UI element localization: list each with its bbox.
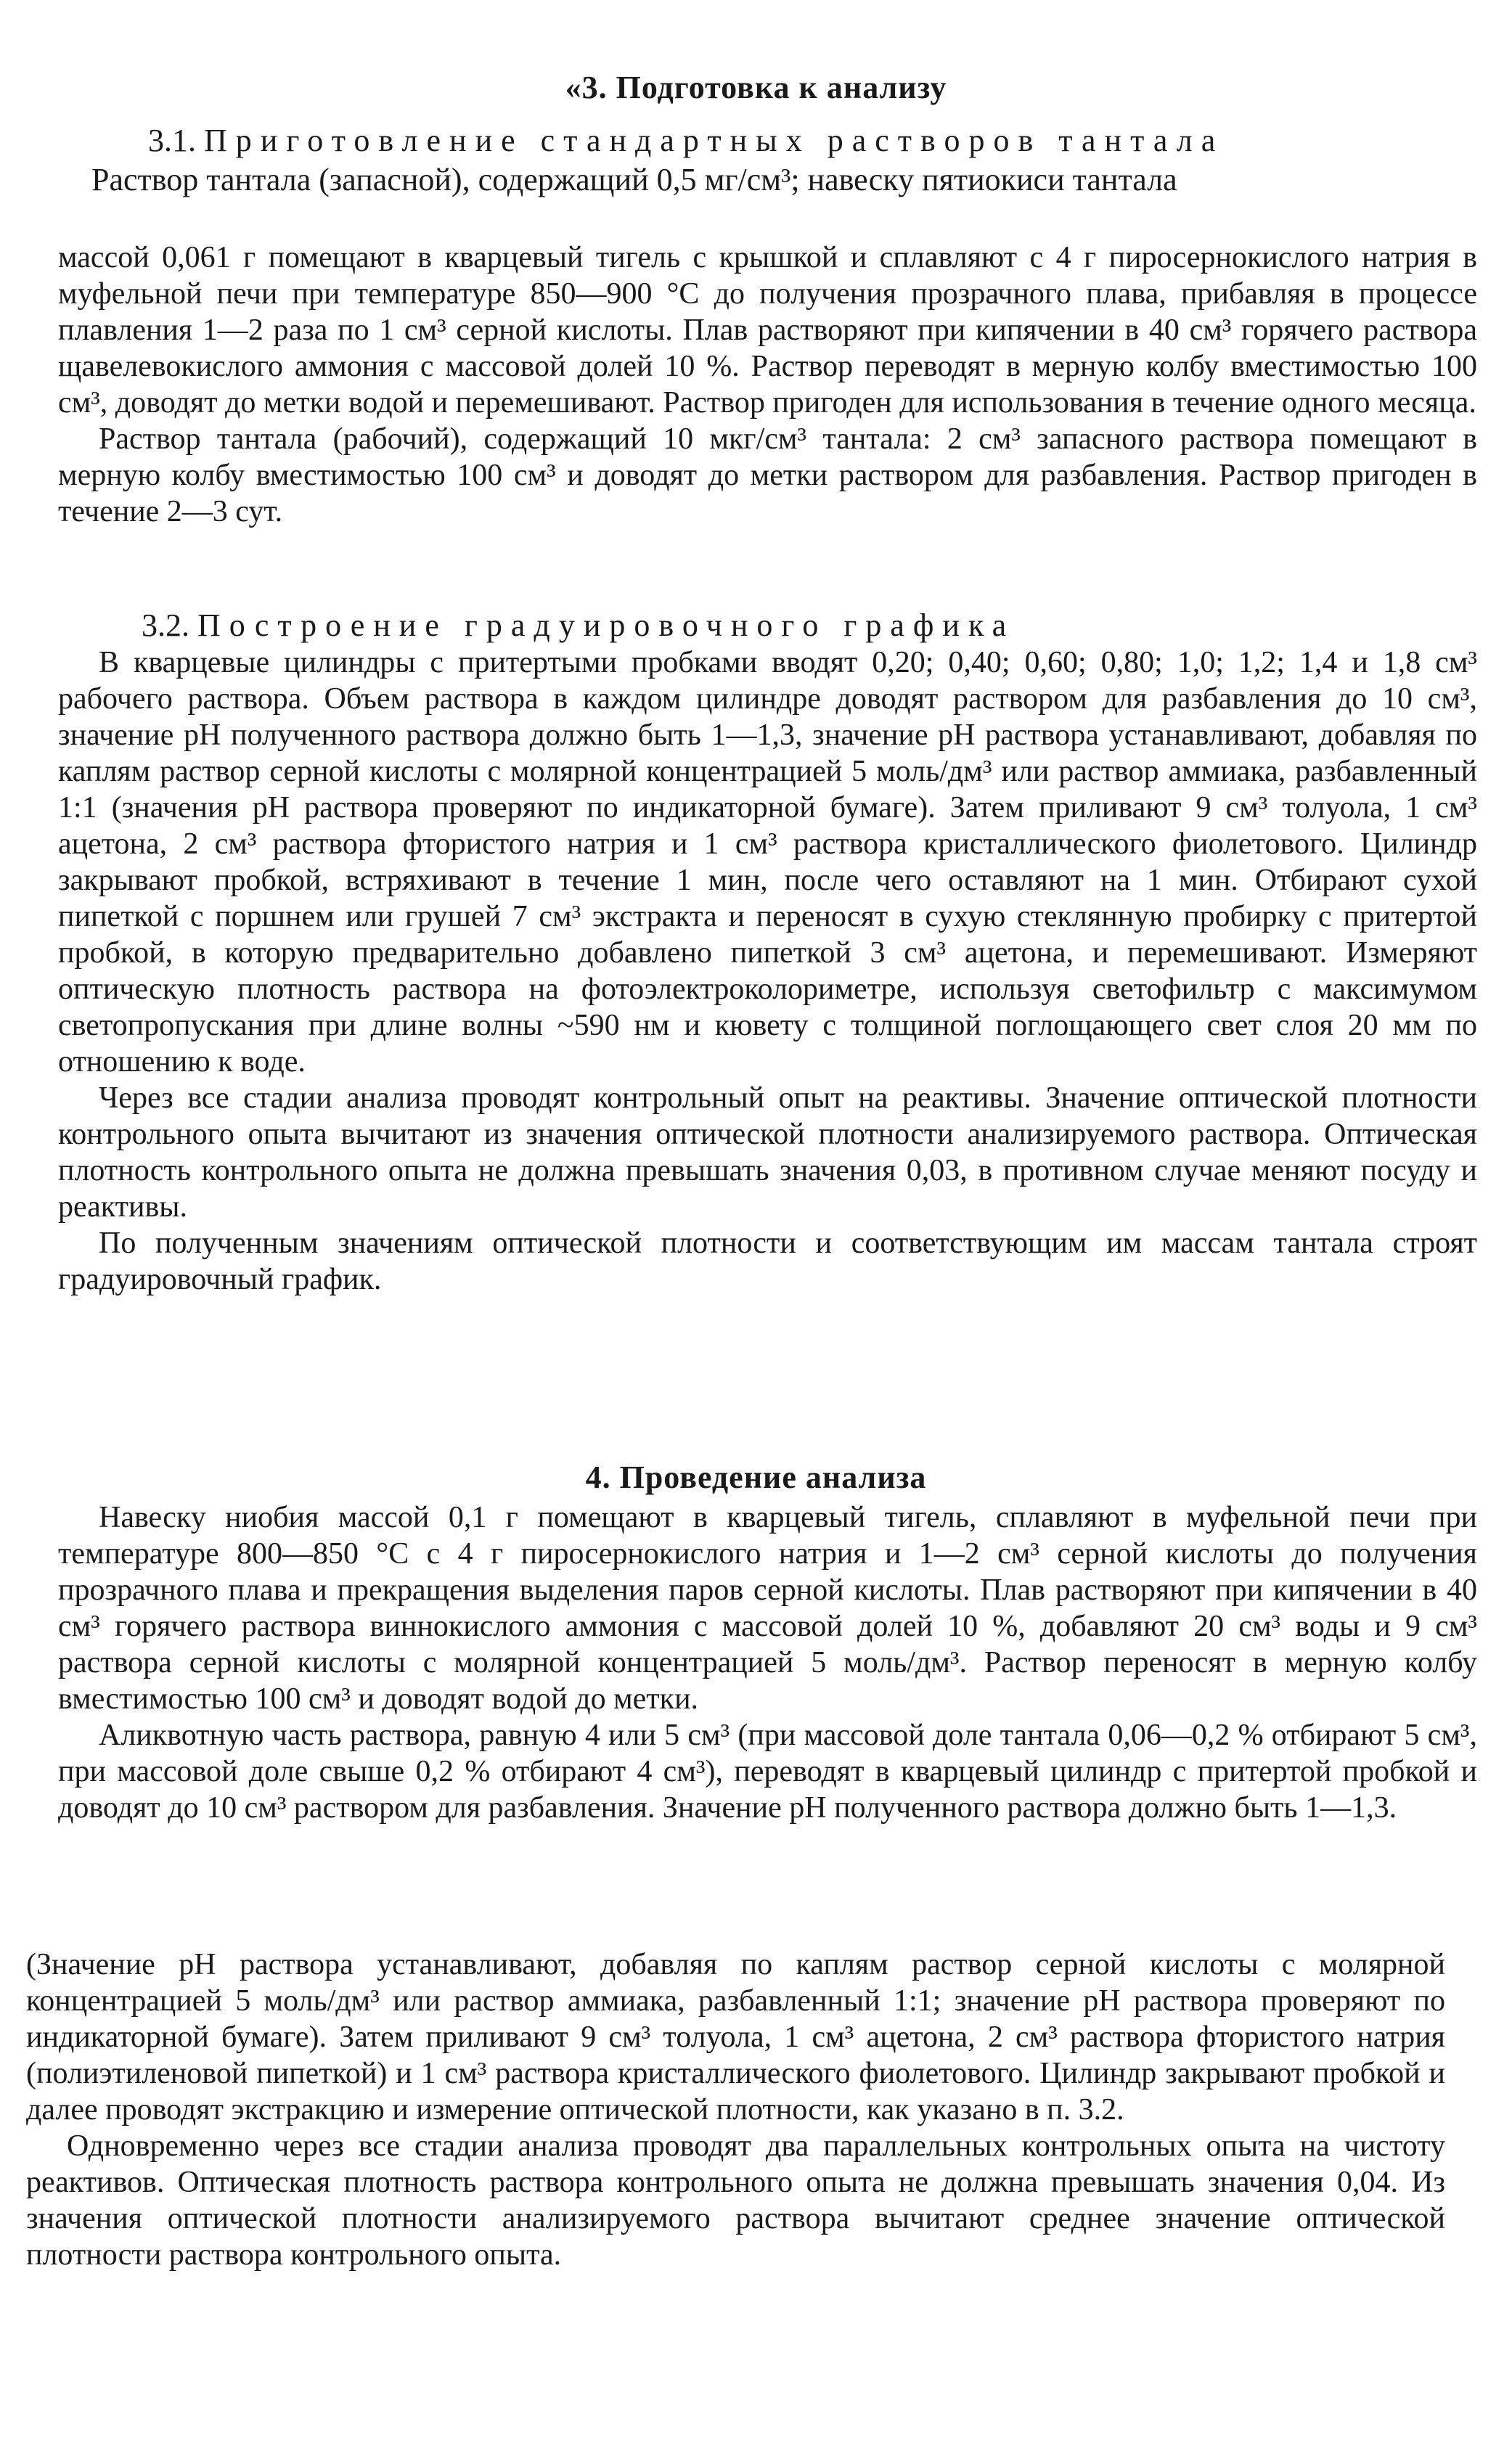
subsection-3-2-number: 3.2. — [142, 607, 189, 643]
paragraph: (Значение pH раствора устанавливают, добавляя по каплям раствор серной кислоты с молярной концентрацией 5 моль/дм³ или раствор аммиака, разбавленный 1:1; значение pH раствора проверяют по индикаторной бумаге). Затем приливают 9 см³ толуола, 1 см³ ацетона, 2 см³ раствора фтористого натрия (полиэтиленовой пипеткой) и 1 см³ раствора кристаллического фиолетового. Цилиндр закрывают пробкой и далее проводят экстракцию и измерение оптической плотности, как указано в п. 3.2. — [26, 1948, 1445, 2127]
section-3-heading: «3. Подготовка к анализу — [565, 70, 947, 105]
section-4-body-upper — [58, 1499, 1477, 1826]
paragraph: Навеску ниобия массой 0,1 г помещают в кварцевый тигель, сплавляют в муфельной печи при температуре 800—850 °С с 4 г пиросернокислого натрия и 1—2 см³ серной кислоты до получения прозрачного плава и прекращения выделения паров серной кислоты. Плав растворяют при кипячении в 40 см³ горячего раствора виннокислого аммония с массовой долей 10 %, добавляют 20 см³ воды и 9 см³ раствора серной кислоты с молярной концентрацией 5 моль/дм³. Раствор переносят в мерную колбу вместимостью 100 см³ и доводят водой до метки. — [58, 1501, 1477, 1716]
paragraph: Одновременно через все стадии анализа проводят два параллельных контрольных опыта на чистоту реактивов. Оптическая плотность раствора контрольного опыта не должна превышать значения 0,04. Из значения оптической плотности анализируемого раствора вычитают среднее значение оптической плотности раствора контрольного опыта. — [26, 2129, 1445, 2272]
subsection-3-1-header — [148, 122, 1476, 160]
section-4-body-lower — [26, 1947, 1445, 2273]
paragraph: В кварцевые цилиндры с притертыми пробками вводят 0,20; 0,40; 0,60; 0,80; 1,0; 1,2; 1,4 и 1,8 см³ рабочего раствора. Объем раствора в каждом цилиндре доводят раствором для разбавления до 10 см³, значение pH полученного раствора должно быть 1—1,3, значение pH раствора устанавливают, добавляя по каплям раствор серной кислоты с молярной концентрацией 5 моль/дм³ или раствор аммиака, разбавленный 1:1 (значения pH раствора проверяют по индикаторной бумаге). Затем приливают 9 см³ толуола, 1 см³ ацетона, 2 см³ раствора фтористого натрия и 1 см³ раствора кристаллического фиолетового. Цилиндр закрывают пробкой, встряхивают в течение 1 мин, после чего оставляют на 1 мин. Отбирают сухой пипеткой с поршнем или грушей 7 см³ экстракта и переносят в сухую стеклянную пробирку с притертой пробкой, в которую предварительно добавлено пипеткой 3 см³ ацетона, и перемешивают. Измеряют оптическую плотность раствора на фотоэлектроколориметре, используя светофильтр с максимумом светопропускания при длине волны ~590 нм и кювету с толщиной поглощающего свет слоя 20 мм по отношению к воде. — [58, 646, 1477, 1078]
section-4-heading: 4. Проведение анализа — [585, 1460, 927, 1495]
subsection-3-1-title: Приготовление стандартных растворов тантала — [204, 123, 1225, 158]
subsection-3-2-body — [58, 644, 1477, 1298]
subsection-3-1-number: 3.1. — [148, 123, 196, 158]
subsection-3-2-header — [142, 607, 1477, 644]
subsection-3-1-intro: Раствор тантала (запасной), содержащий 0,5 мг/см³; навеску пятиокиси тантала — [91, 162, 1177, 197]
subsection-3-1-body — [58, 240, 1477, 530]
paragraph: массой 0,061 г помещают в кварцевый тигель с крышкой и сплавляют с 4 г пиросернокислого натрия в муфельной печи при температуре 850—900 °С до получения прозрачного плава, прибавляя в процессе плавления 1—2 раза по 1 см³ серной кислоты. Плав растворяют при кипячении в 40 см³ горячего раствора щавелевокислого аммония с массовой долей 10 %. Раствор переводят в мерную колбу вместимостью 100 см³, доводят до метки водой и перемешивают. Раствор пригоден для использования в течение одного месяца. — [58, 241, 1477, 419]
subsection-3-2-title: Построение градуировочного графика — [197, 607, 1016, 643]
paragraph: Аликвотную часть раствора, равную 4 или 5 см³ (при массовой доле тантала 0,06—0,2 % отбирают 5 см³, при массовой доле свыше 0,2 % отбирают 4 см³), переводят в кварцевый цилиндр с притертой пробкой и доводят до 10 см³ раствором для разбавления. Значение pH полученного раствора должно быть 1—1,3. — [58, 1719, 1477, 1825]
paragraph: По полученным значениям оптической плотности и соответствующим им массам тантала строят градуировочный график. — [58, 1227, 1477, 1296]
paragraph: Раствор тантала (рабочий), содержащий 10 мкг/см³ тантала: 2 см³ запасного раствора помещают в мерную колбу вместимостью 100 см³ и доводят до метки раствором для разбавления. Раствор пригоден в течение 2—3 сут. — [58, 422, 1477, 528]
paragraph: Через все стадии анализа проводят контрольный опыт на реактивы. Значение оптической плотности контрольного опыта вычитают из значения оптической плотности анализируемого раствора. Оптическая плотность контрольного опыта не должна превышать значения 0,03, в противном случае меняют посуду и реактивы. — [58, 1081, 1477, 1224]
